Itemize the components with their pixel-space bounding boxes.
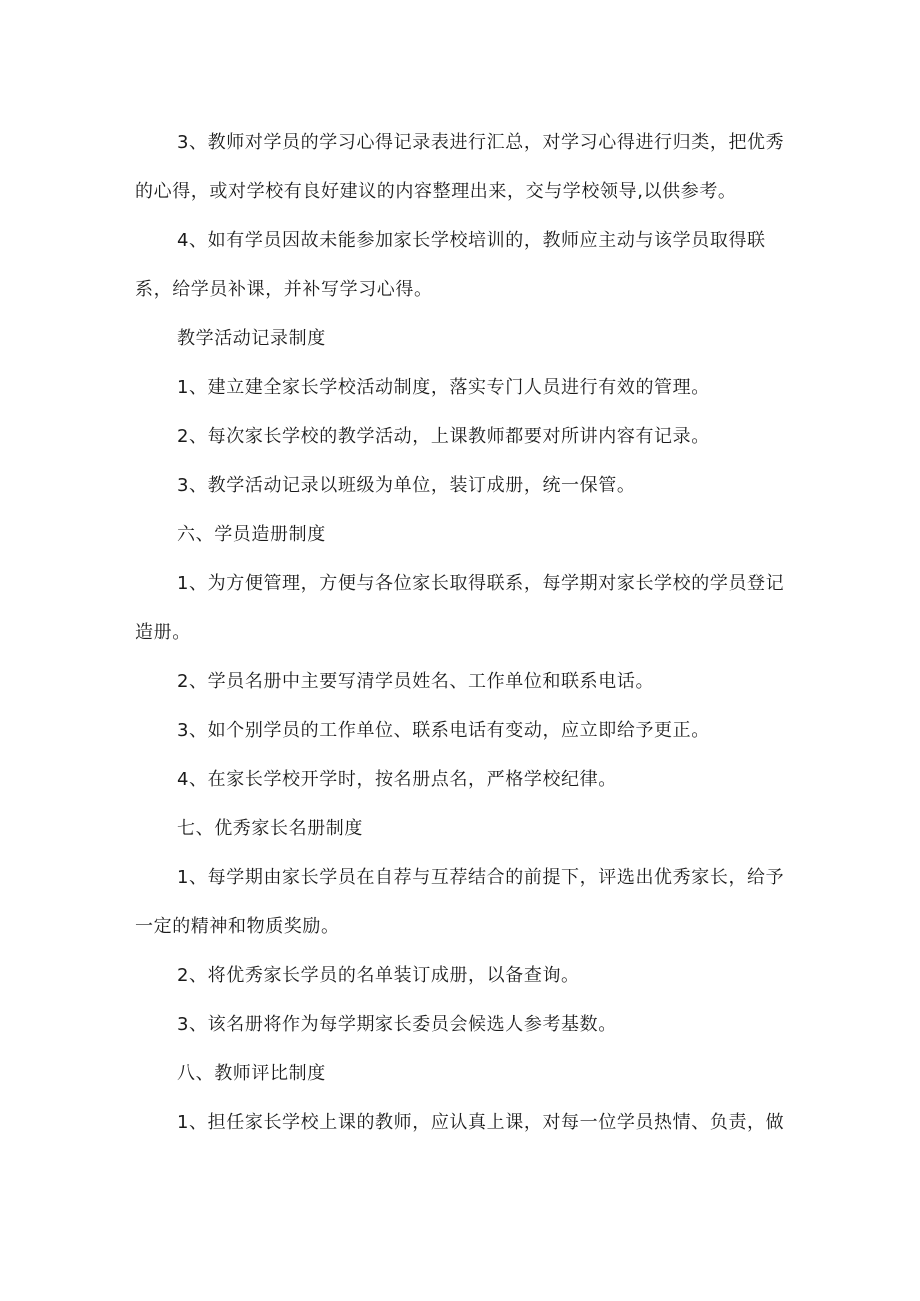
paragraph-records-item-2: 2、每次家长学校的教学活动，上课教师都要对所讲内容有记录。 — [177, 426, 710, 447]
paragraph-register-item-4: 4、在家长学校开学时，按名册点名，严格学校纪律。 — [177, 769, 617, 790]
paragraph-excellent-item-2: 2、将优秀家长学员的名单装订成册，以备查询。 — [177, 965, 580, 986]
section-heading-excellent-parents: 七、优秀家长名册制度 — [177, 818, 363, 839]
document-body — [135, 118, 785, 1147]
paragraph-register-item-3: 3、如个别学员的工作单位、联系电话有变动，应立即给予更正。 — [177, 720, 710, 741]
paragraph-records-item-3: 3、教学活动记录以班级为单位，装订成册，统一保管。 — [177, 475, 636, 496]
section-heading-student-register: 六、学员造册制度 — [177, 524, 326, 545]
paragraph-excellent-item-3: 3、该名册将作为每学期家长委员会候选人参考基数。 — [177, 1014, 617, 1035]
paragraph-item-3-summary: 3、教师对学员的学习心得记录表进行汇总，对学习心得进行归类，把优秀的心得，或对学校有良好建议的内容整理出来，交与学校领导,以供参考。 — [135, 132, 785, 202]
paragraph-register-item-1: 1、为方便管理，方便与各位家长取得联系，每学期对家长学校的学员登记造册。 — [135, 573, 785, 643]
paragraph-evaluation-item-1: 1、担任家长学校上课的教师，应认真上课，对每一位学员热情、负责，做 — [177, 1112, 785, 1133]
paragraph-register-item-2: 2、学员名册中主要写清学员姓名、工作单位和联系电话。 — [177, 671, 655, 692]
paragraph-excellent-item-1: 1、每学期由家长学员在自荐与互荐结合的前提下，评选出优秀家长，给予一定的精神和物质奖励。 — [135, 867, 785, 937]
paragraph-item-4-makeup: 4、如有学员因故未能参加家长学校培训的，教师应主动与该学员取得联系，给学员补课，并补写学习心得。 — [135, 230, 766, 300]
section-heading-teacher-evaluation: 八、教师评比制度 — [177, 1063, 326, 1084]
paragraph-records-item-1: 1、建立建全家长学校活动制度，落实专门人员进行有效的管理。 — [177, 377, 710, 398]
section-heading-teaching-records: 教学活动记录制度 — [177, 328, 326, 349]
